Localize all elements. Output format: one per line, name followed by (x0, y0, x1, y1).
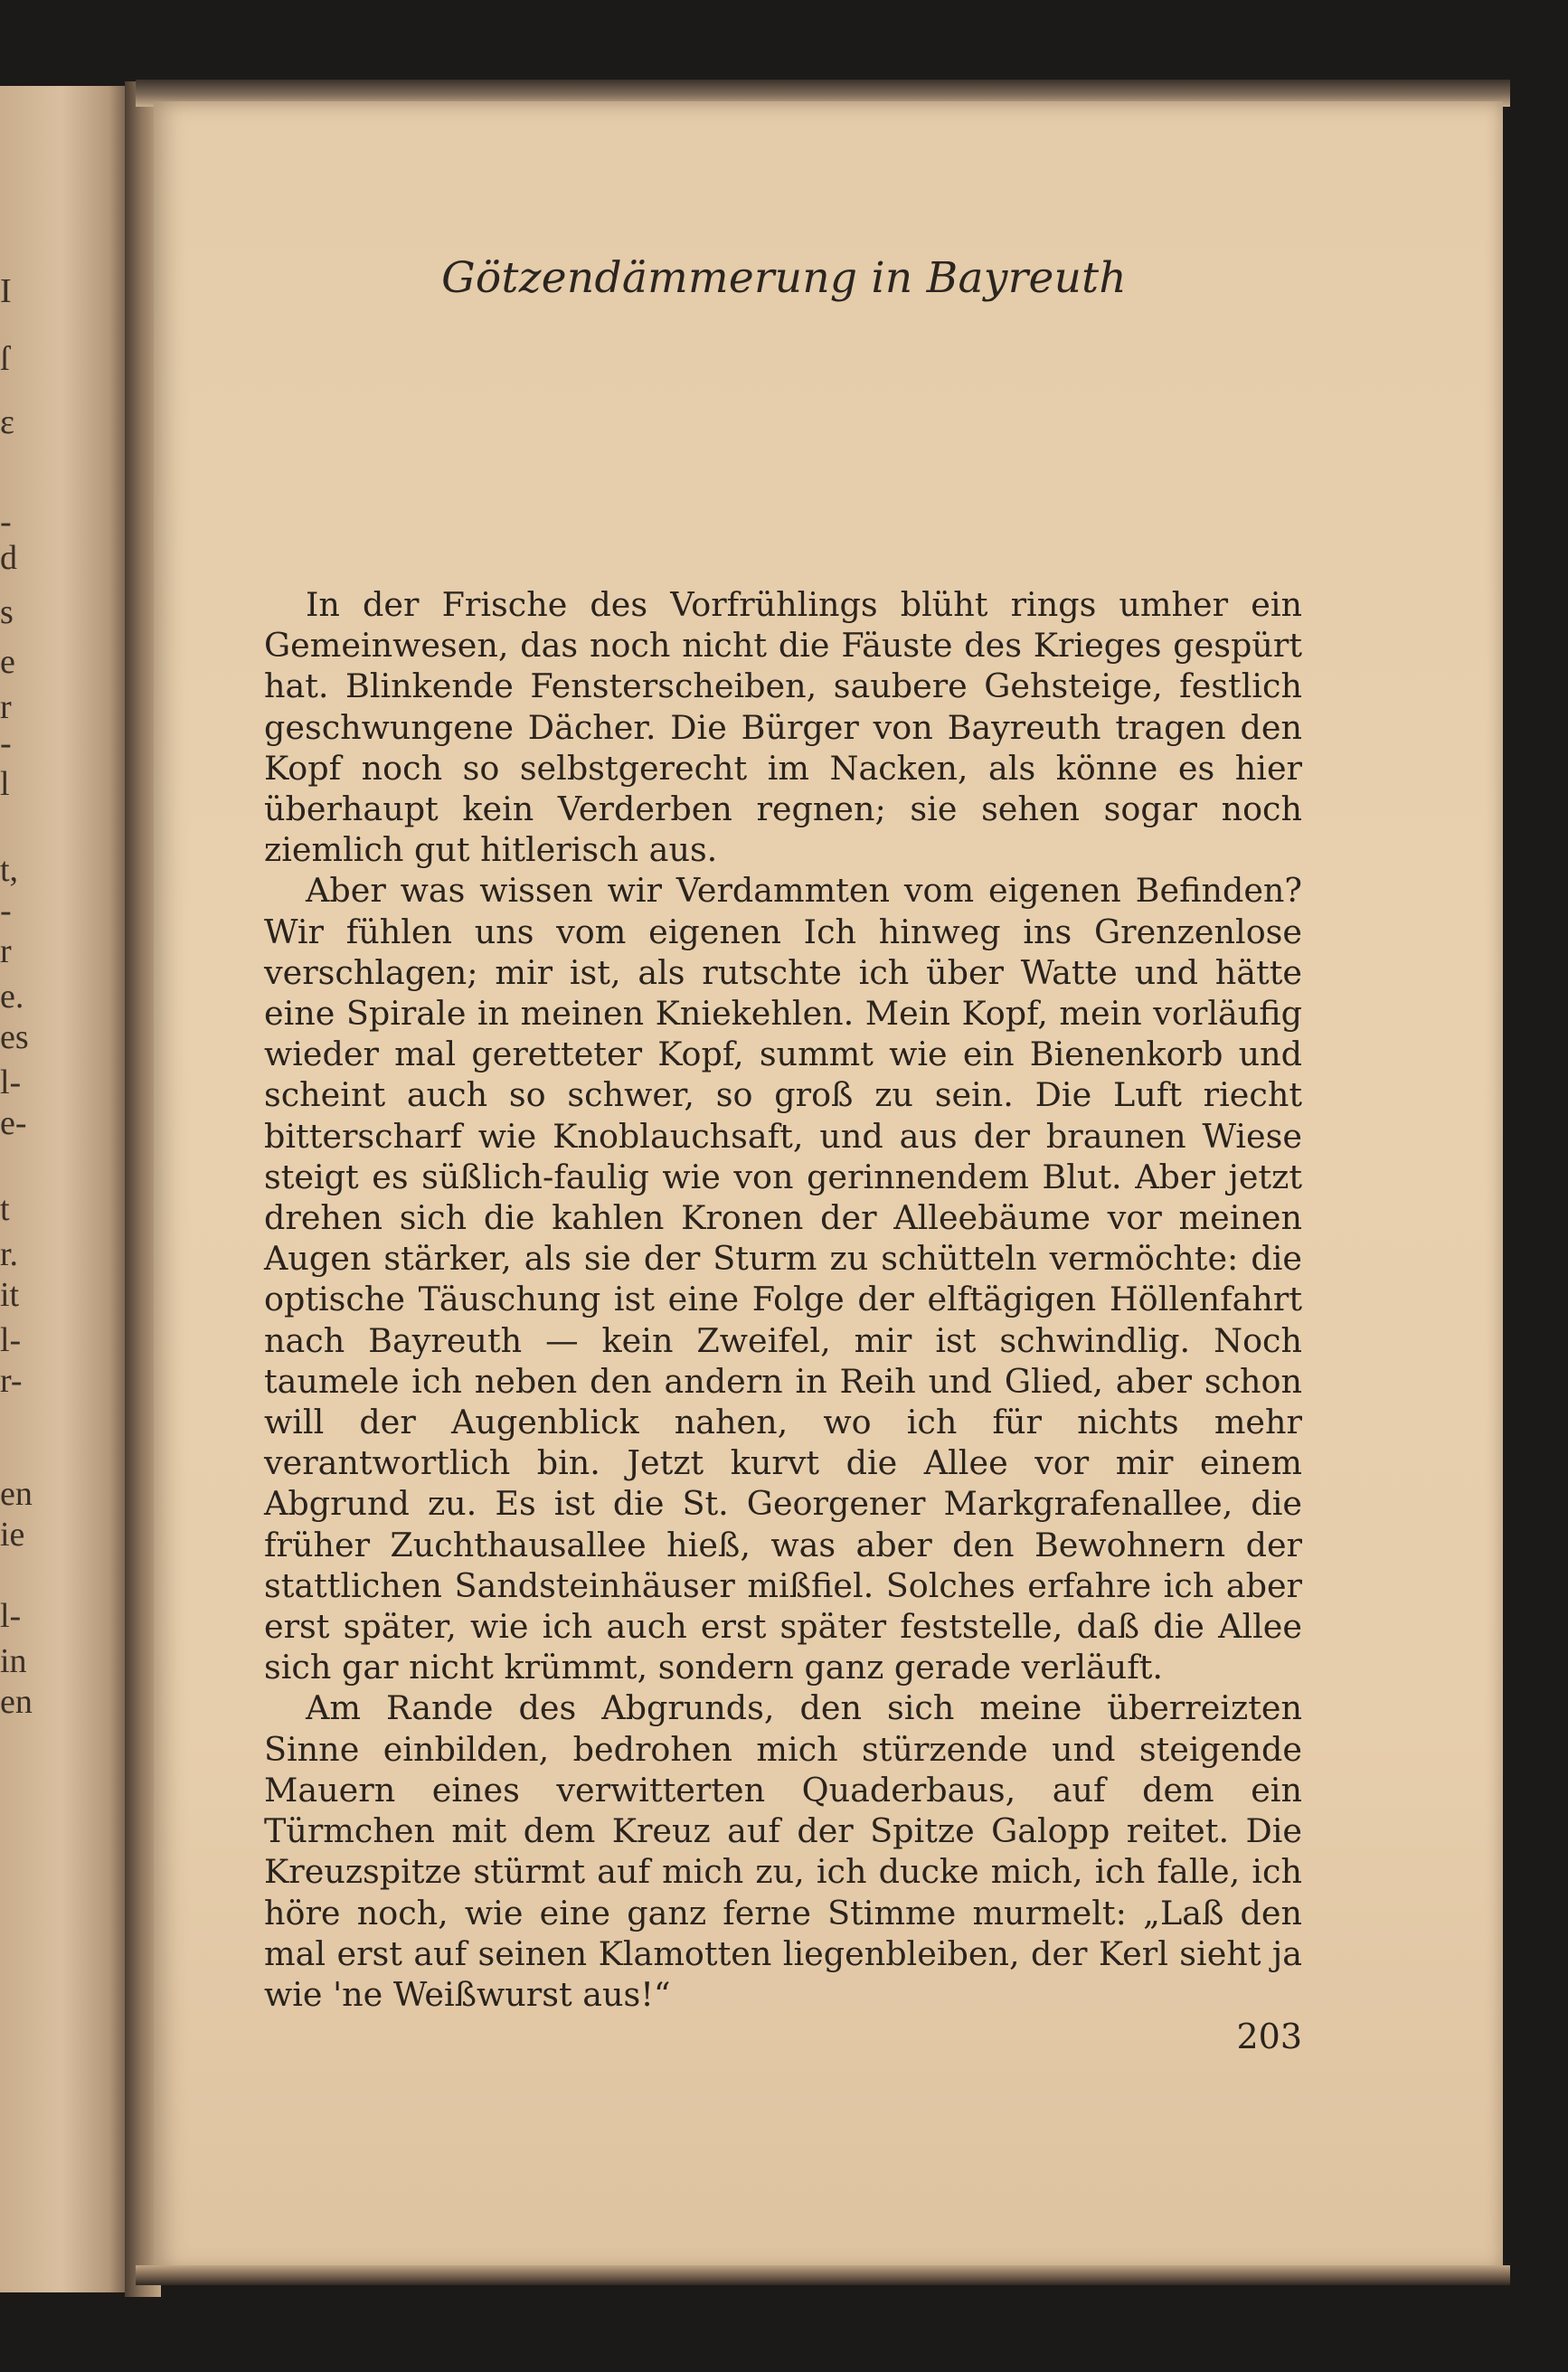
edge-fragment: ie (0, 1516, 25, 1554)
paragraph: Am Rande des Abgrunds, den sich meine überreizten Sinne einbilden, bedrohen mich stürzende und steigende Mauern eines verwitterten Quaderbaus, auf dem ein Türmchen mit dem Kreuz auf der Spitze Galopp reitet. Die Kreuzspitze stürmt auf mich zu, ich ducke mich, ich falle, ich höre noch, wie eine ganz ferne Stimme murmelt: „Laß den mal erst auf seinen Klamotten liegenbleiben, der Kerl sieht ja wie 'ne Weißwurst aus!“ (264, 1688, 1302, 2014)
edge-fragment: I (0, 272, 12, 310)
edge-fragment: - (0, 503, 12, 541)
edge-fragment: r (0, 688, 12, 726)
edge-fragment: - (0, 724, 12, 762)
edge-fragment: en (0, 1475, 33, 1513)
page-bottom-edge (136, 2265, 1510, 2285)
edge-fragment: - (0, 892, 12, 930)
edge-fragment: e- (0, 1104, 27, 1142)
edge-fragment: in (0, 1642, 27, 1680)
edge-fragment: en (0, 1683, 33, 1721)
body-text (264, 584, 1302, 2015)
edge-fragment: ɛ (0, 403, 14, 441)
edge-fragment: r- (0, 1362, 23, 1400)
paragraph: Aber was wissen wir Verdammten vom eigenen Befinden? Wir fühlen uns vom eigenen Ich hinweg ins Grenzenlose verschlagen; mir ist, als rutschte ich über Watte und hätte eine Spirale in meinen Kniekehlen. Mein Kopf, mein vorläufig wieder mal geretteter Kopf, summt wie ein Bienenkorb und scheint auch so schwer, so groß zu sein. Die Luft riecht bitterscharf wie Knoblauchsaft, und aus der braunen Wiese steigt es süßlich-faulig wie von gerinnendem Blut. Aber jetzt drehen sich die kahlen Kronen der Alleebäume vor meinen Augen stärker, als sie der Sturm zu schütteln vermöchte: die optische Täuschung ist eine Folge der elftägigen Höllenfahrt nach Bayreuth — kein Zweifel, mir ist schwindlig. Noch taumele ich neben den andern in Reih und Glied, aber schon will der Augenblick nahen, wo ich für nichts mehr verantwortlich bin. Jetzt kurvt die Allee vor mir einem Abgrund zu. Es ist die St. Georgener Markgrafenallee, die früher Zuchthausallee hieß, was aber den Bewohnern der stattlichen Sandsteinhäuser mißfiel. Solches erfahre ich aber erst später, wie ich auch erst später feststelle, daß die Allee sich gar nicht krümmt, sondern ganz gerade verläuft. (264, 871, 1302, 1687)
edge-fragment: l (0, 765, 10, 803)
edge-fragment: l- (0, 1321, 22, 1359)
edge-fragment: d (0, 539, 17, 577)
page-number: 203 (1236, 2017, 1302, 2056)
edge-fragment: l- (0, 1063, 22, 1101)
chapter-heading: Götzendämmerung in Bayreuth (441, 253, 1127, 303)
edge-fragment: it (0, 1276, 20, 1314)
edge-fragment: e (0, 643, 15, 681)
paragraph: In der Frische des Vorfrühlings blüht rings umher ein Gemeinwesen, das noch nicht die Fäuste des Krieges gespürt hat. Blinkende Fensterscheiben, saubere Gehsteige, festlich geschwungene Dächer. Die Bürger von Bayreuth tragen den Kopf noch so selbstgerecht im Nacken, als könne es hier überhaupt kein Verderben regnen; sie sehen sogar noch ziemlich gut hitlerisch aus. (264, 585, 1302, 870)
edge-fragment: r (0, 932, 12, 970)
edge-fragment: r. (0, 1235, 19, 1273)
edge-fragment: ſ (0, 340, 10, 378)
edge-fragment: l- (0, 1597, 22, 1635)
edge-fragment: es (0, 1018, 29, 1056)
edge-fragment: t (0, 1190, 10, 1228)
edge-fragment: s (0, 593, 14, 631)
edge-fragment: t, (0, 851, 19, 889)
previous-page-edge (0, 86, 136, 2292)
edge-fragment: e. (0, 978, 24, 1016)
